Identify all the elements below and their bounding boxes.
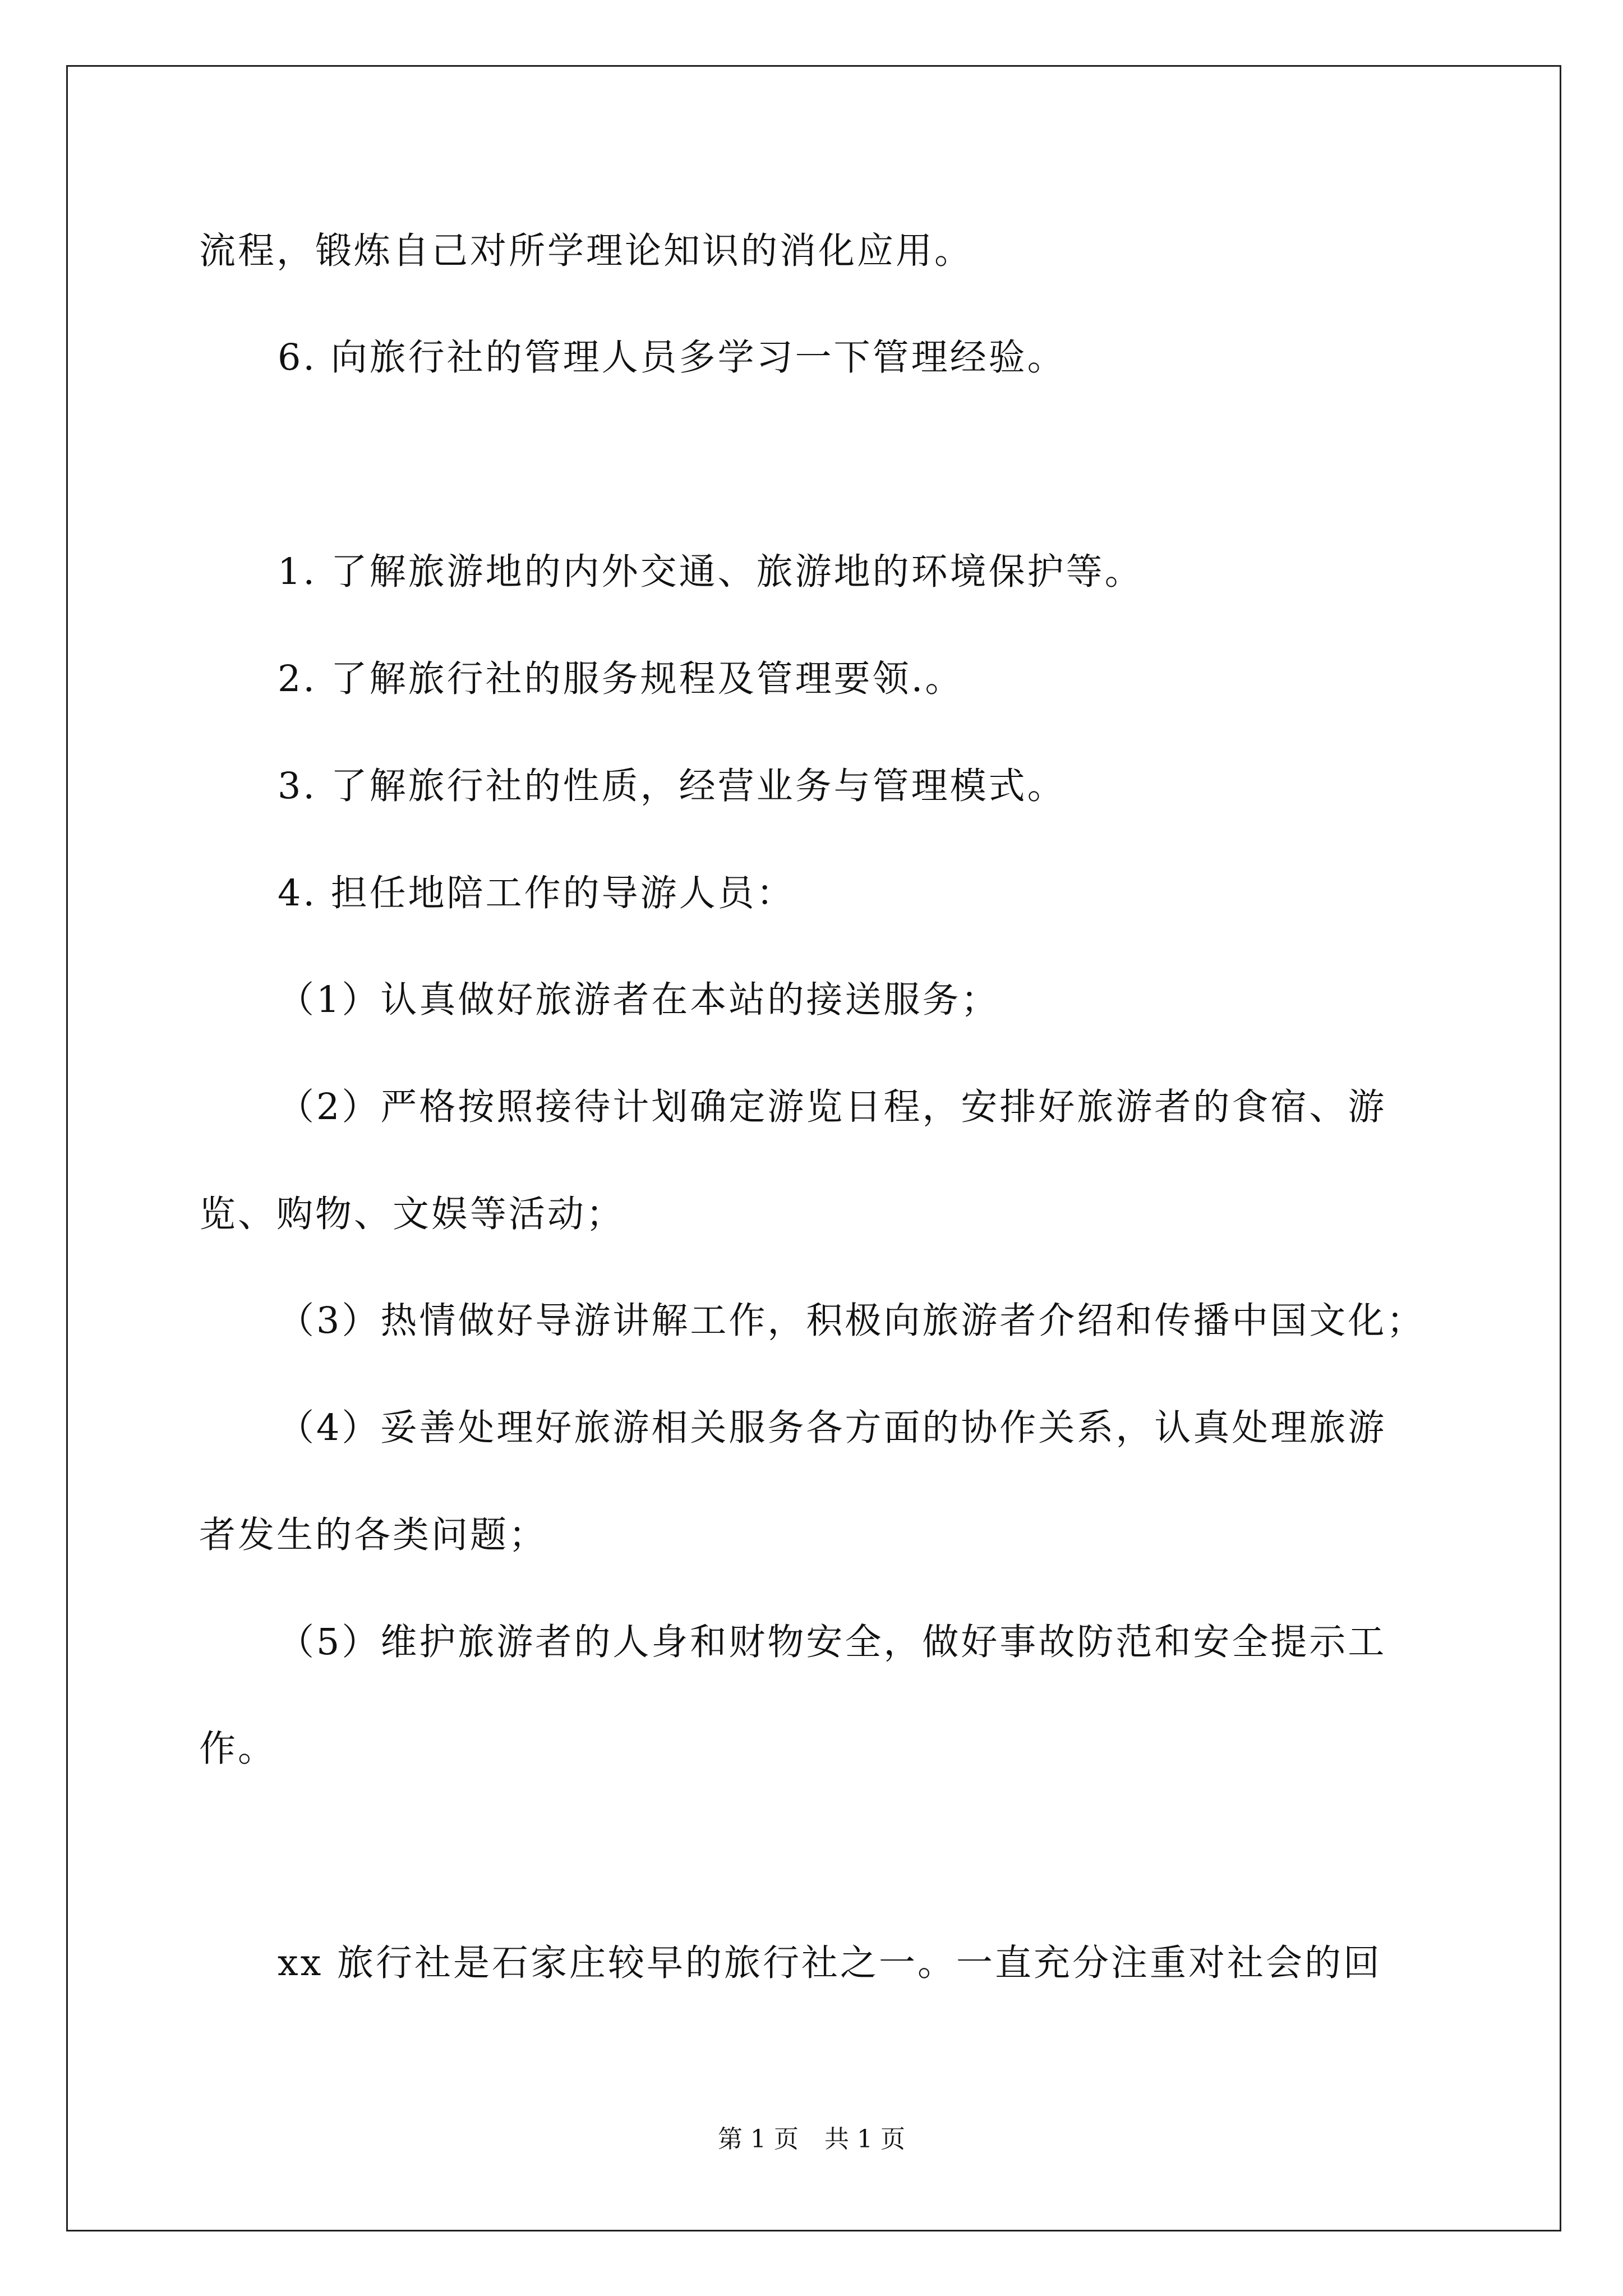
text-line-13: （5）维护旅游者的人身和财物安全，做好事故防范和安全提示工 [278,1621,1387,1663]
text-line-5: 3. 了解旅行社的性质，经营业务与管理模式。 [278,765,1066,807]
text-line-3: 1. 了解旅游地的内外交通、旅游地的环境保护等。 [278,551,1144,593]
page-total: 共 1 页 [824,2125,905,2154]
text-line-12: 者发生的各类问题； [199,1514,548,1556]
text-line-1: 流程，锻炼自己对所学理论知识的消化应用。 [199,230,974,272]
text-line-14: 作。 [199,1728,277,1770]
text-line-15: xx 旅行社是石家庄较早的旅行社之一。一直充分注重对社会的回 [278,1942,1382,1984]
page-number: 第 1 页 [718,2125,799,2154]
text-line-9: 览、购物、文娱等活动； [199,1193,625,1235]
text-line-11: （4）妥善处理好旅游相关服务各方面的协作关系，认真处理旅游 [278,1407,1387,1449]
text-line-4: 2. 了解旅行社的服务规程及管理要领.。 [278,658,964,700]
text-line-10: （3）热情做好导游讲解工作，积极向旅游者介绍和传播中国文化； [278,1300,1426,1342]
page-border [66,65,1561,2231]
text-line-8: （2）严格按照接待计划确定游览日程，安排好旅游者的食宿、游 [278,1086,1387,1128]
text-line-7: （1）认真做好旅游者在本站的接送服务； [278,979,1000,1021]
page-footer [0,2123,1623,2156]
text-line-2: 6. 向旅行社的管理人员多学习一下管理经验。 [278,337,1066,379]
text-line-6: 4. 担任地陪工作的导游人员： [278,872,795,914]
